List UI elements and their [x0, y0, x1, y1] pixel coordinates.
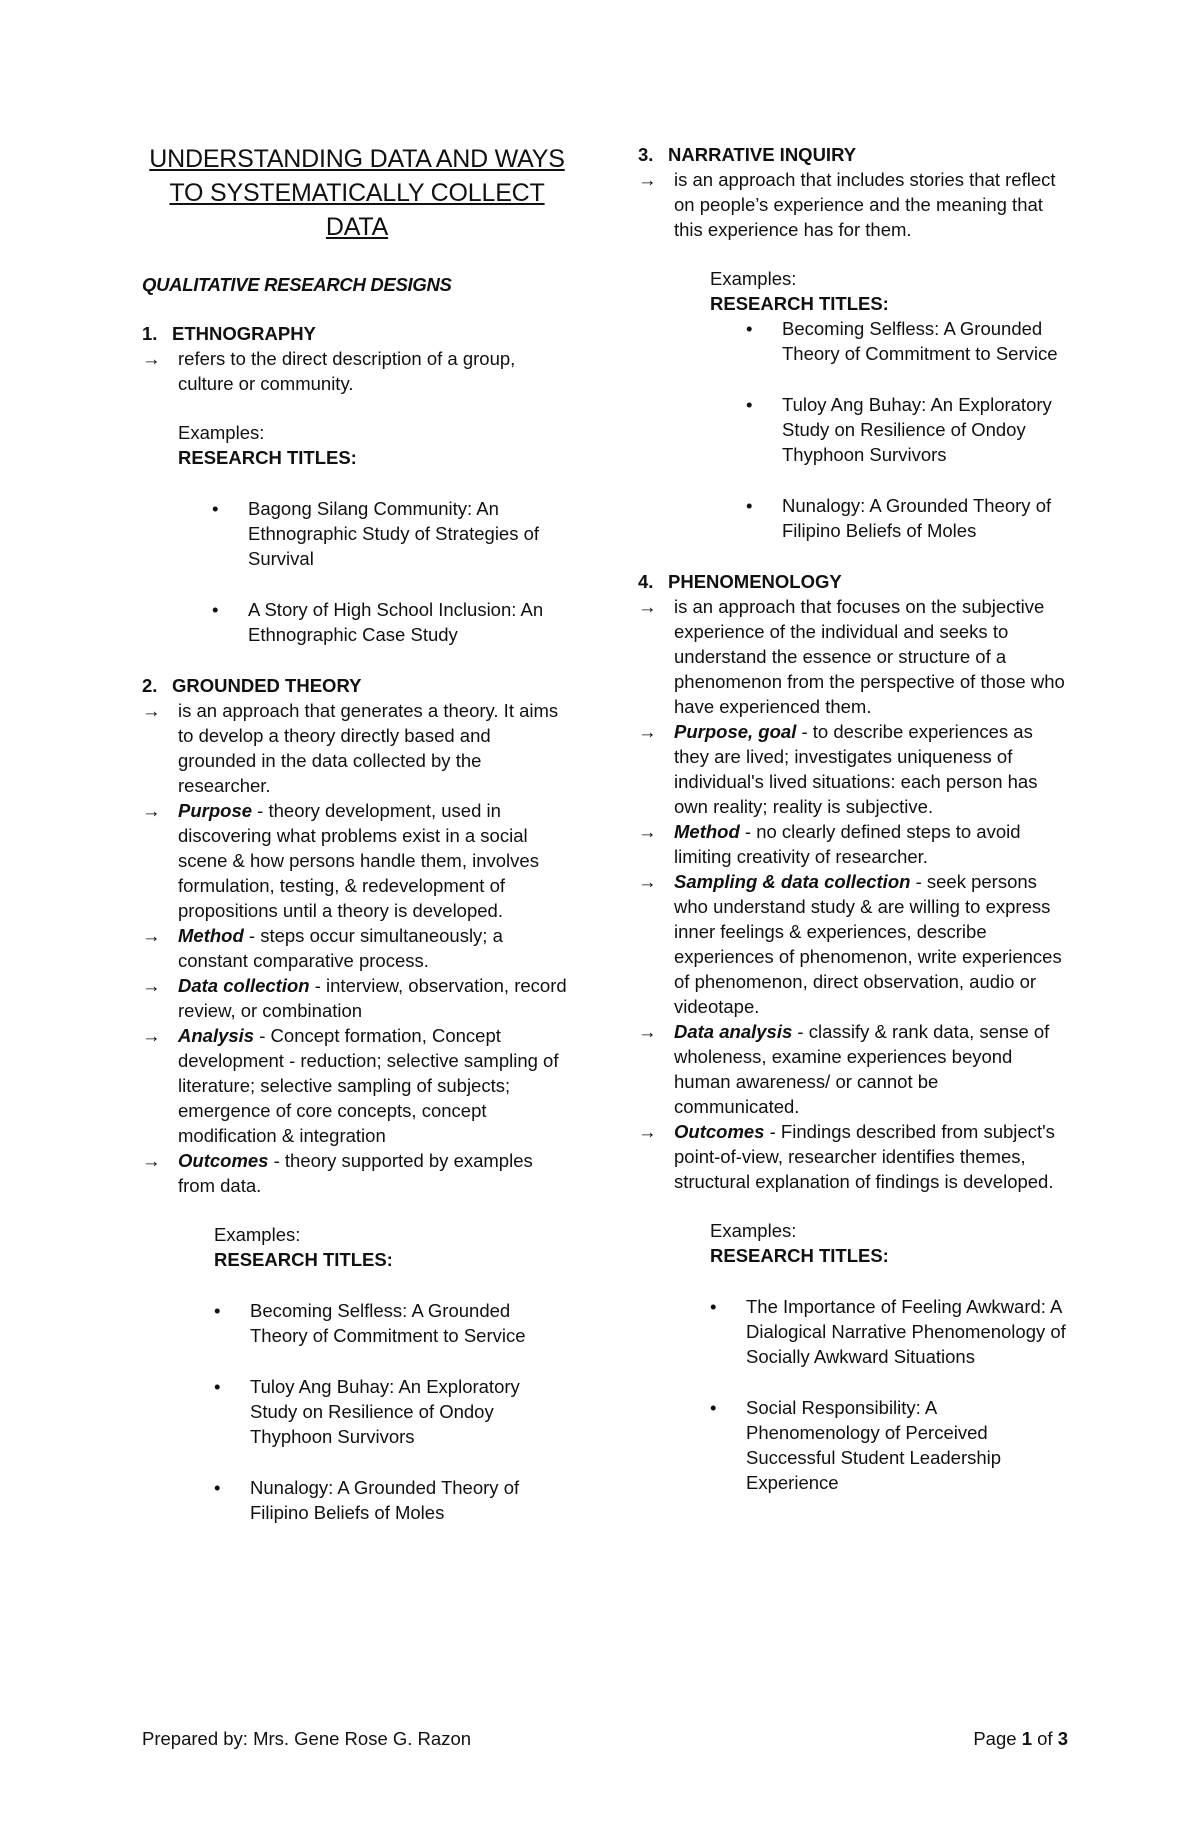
- list-item: [710, 1294, 1068, 1369]
- arrow-icon: →: [142, 348, 161, 369]
- section-heading: [638, 142, 1068, 167]
- arrow-icon: →: [638, 169, 657, 190]
- bullet-icon: •: [746, 394, 753, 415]
- arrow-icon: →: [638, 871, 657, 892]
- section-number: 1.: [142, 323, 158, 344]
- research-titles-label: RESEARCH TITLES:: [710, 293, 889, 314]
- examples-block: [142, 420, 572, 647]
- page-of: of: [1037, 1728, 1053, 1749]
- point-item: [142, 973, 572, 1023]
- point-text: - interview, observation, record review, or combination: [178, 975, 567, 1021]
- point-text: - classify & rank data, sense of wholeness, examine experiences beyond human awareness/ or cannot be communicated.: [674, 1021, 1050, 1117]
- list-item: [746, 316, 1068, 366]
- point-term: Data analysis: [674, 1021, 793, 1042]
- section-title: PHENOMENOLOGY: [668, 571, 842, 592]
- bullet-icon: •: [746, 495, 753, 516]
- page-footer: [142, 1726, 1068, 1751]
- point-term: Outcomes: [178, 1150, 269, 1171]
- page-total: 3: [1057, 1728, 1068, 1749]
- bullet-icon: •: [214, 1477, 221, 1498]
- section-phenomenology: [638, 569, 1068, 1495]
- section-title: GROUNDED THEORY: [172, 675, 362, 696]
- list-item: [214, 1374, 572, 1449]
- examples-block: [638, 1218, 1068, 1495]
- research-title: Nunalogy: A Grounded Theory of Filipino Beliefs of Moles: [782, 495, 1052, 541]
- definition-text: is an approach that generates a theory. It aims to develop a theory directly based and grounded in the data collected by the researcher.: [178, 700, 559, 796]
- bullet-icon: •: [214, 1376, 221, 1397]
- point-list: [142, 698, 572, 1198]
- point-term: Method: [178, 925, 244, 946]
- definition-item: [638, 167, 1068, 242]
- point-text: - no clearly defined steps to avoid limiting creativity of researcher.: [674, 821, 1021, 867]
- point-term: Sampling & data collection: [674, 871, 911, 892]
- title-line-2: TO SYSTEMATICALLY COLLECT DATA: [169, 179, 545, 241]
- page-word: Page: [973, 1728, 1017, 1749]
- research-title: The Importance of Feeling Awkward: A Dialogical Narrative Phenomenology of Socially Awkward Situations: [746, 1296, 1066, 1367]
- section-number: 4.: [638, 571, 654, 592]
- research-title: Bagong Silang Community: An Ethnographic Study of Strategies of Survival: [248, 498, 540, 569]
- arrow-icon: →: [142, 1025, 161, 1046]
- section-title: NARRATIVE INQUIRY: [668, 144, 857, 165]
- section-heading: [638, 569, 1068, 594]
- point-item: [638, 819, 1068, 869]
- bullet-icon: •: [710, 1397, 717, 1418]
- list-item: [214, 1475, 572, 1525]
- point-text: - to describe experiences as they are lived; investigates uniqueness of individual's lived situations: each person has own reality; reality is subjective.: [674, 721, 1038, 817]
- point-term: Outcomes: [674, 1121, 765, 1142]
- point-text: - seek persons who understand study & are willing to express inner feelings & experiences, describe experiences of phenomenon, write experiences of phenomenon, direct observation, audio or videotape.: [674, 871, 1062, 1017]
- definition-list: [142, 346, 572, 396]
- section-number: 3.: [638, 144, 654, 165]
- research-title: Tuloy Ang Buhay: An Exploratory Study on Resilience of Ondoy Thyphoon Survivors: [250, 1376, 520, 1447]
- point-item: [638, 869, 1068, 1019]
- section-heading: [142, 673, 572, 698]
- definition-item: [142, 346, 572, 396]
- research-title-list: [710, 1294, 1068, 1495]
- research-title: Becoming Selfless: A Grounded Theory of Commitment to Service: [782, 318, 1058, 364]
- point-item: [638, 719, 1068, 819]
- page-number: [973, 1726, 1068, 1751]
- list-item: [212, 496, 572, 571]
- list-item: [214, 1298, 572, 1348]
- bullet-icon: •: [746, 318, 753, 339]
- left-column: [142, 142, 572, 1551]
- point-term: Purpose: [178, 800, 253, 821]
- point-text: - theory development, used in discovering what problems exist in a social scene & how persons handle them, involves formulation, testing, & redevelopment of propositions until a theory is developed.: [178, 800, 539, 921]
- point-text: - Findings described from subject's point-of-view, researcher identifies themes, structural explanation of findings is developed.: [674, 1121, 1055, 1192]
- arrow-icon: →: [142, 975, 161, 996]
- list-item: [212, 597, 572, 647]
- list-item: [746, 493, 1068, 543]
- bullet-icon: •: [212, 498, 219, 519]
- point-item: [142, 1023, 572, 1148]
- arrow-icon: →: [638, 821, 657, 842]
- point-item: [142, 798, 572, 923]
- point-item: [638, 1119, 1068, 1194]
- definition-text: refers to the direct description of a group, culture or community.: [178, 348, 516, 394]
- definition-text: is an approach that includes stories that reflect on people’s experience and the meaning that this experience has for them.: [674, 169, 1056, 240]
- title-line-1: UNDERSTANDING DATA AND WAYS: [149, 145, 565, 173]
- examples-block: [142, 1222, 572, 1525]
- section-number: 2.: [142, 675, 158, 696]
- research-title: Nunalogy: A Grounded Theory of Filipino Beliefs of Moles: [250, 1477, 520, 1523]
- point-item: [638, 1019, 1068, 1119]
- examples-label: Examples:: [710, 1220, 797, 1241]
- research-titles-label: RESEARCH TITLES:: [214, 1249, 393, 1270]
- subheading: QUALITATIVE RESEARCH DESIGNS: [142, 274, 452, 295]
- section-title: ETHNOGRAPHY: [172, 323, 316, 344]
- arrow-icon: →: [638, 1021, 657, 1042]
- research-title: Tuloy Ang Buhay: An Exploratory Study on Resilience of Ondoy Thyphoon Survivors: [782, 394, 1052, 465]
- arrow-icon: →: [142, 800, 161, 821]
- arrow-icon: →: [142, 925, 161, 946]
- point-item: [142, 1148, 572, 1198]
- point-text: - theory supported by examples from data.: [178, 1150, 533, 1196]
- arrow-icon: →: [638, 721, 657, 742]
- list-item: [710, 1395, 1068, 1495]
- examples-label: Examples:: [214, 1224, 301, 1245]
- arrow-icon: →: [142, 1150, 161, 1171]
- research-titles-label: RESEARCH TITLES:: [710, 1245, 889, 1266]
- definition-item: [638, 594, 1068, 719]
- definition-text: is an approach that focuses on the subjective experience of the individual and seeks to understand the essence or structure of a phenomenon from the perspective of those who have experienced them.: [674, 596, 1065, 717]
- research-titles-label: RESEARCH TITLES:: [178, 447, 357, 468]
- point-term: Method: [674, 821, 740, 842]
- section-heading: [142, 321, 572, 346]
- research-title: Becoming Selfless: A Grounded Theory of Commitment to Service: [250, 1300, 526, 1346]
- examples-block: [638, 266, 1068, 543]
- research-title: Social Responsibility: A Phenomenology of Perceived Successful Student Leadership Experience: [746, 1397, 1002, 1493]
- definition-list: [638, 167, 1068, 242]
- arrow-icon: →: [638, 1121, 657, 1142]
- bullet-icon: •: [214, 1300, 221, 1321]
- bullet-icon: •: [710, 1296, 717, 1317]
- examples-label: Examples:: [178, 422, 265, 443]
- point-list: [638, 594, 1068, 1194]
- definition-item: [142, 698, 572, 798]
- arrow-icon: →: [142, 700, 161, 721]
- arrow-icon: →: [638, 596, 657, 617]
- list-item: [746, 392, 1068, 467]
- research-title-list: [214, 1298, 572, 1525]
- point-item: [142, 923, 572, 973]
- right-column: [638, 142, 1068, 1521]
- prepared-by: Prepared by: Mrs. Gene Rose G. Razon: [142, 1728, 472, 1749]
- bullet-icon: •: [212, 599, 219, 620]
- document-title: [142, 142, 572, 244]
- section-grounded-theory: [142, 673, 572, 1525]
- point-text: - Concept formation, Concept development - reduction; selective sampling of literature; selective sampling of subjects; emergence of core concepts, concept modification & integration: [178, 1025, 559, 1146]
- point-term: Analysis: [178, 1025, 255, 1046]
- section-narrative-inquiry: [638, 142, 1068, 543]
- point-term: Data collection: [178, 975, 310, 996]
- research-title-list: [710, 316, 1068, 543]
- page-current: 1: [1021, 1728, 1032, 1749]
- section-ethnography: [142, 321, 572, 647]
- research-title: A Story of High School Inclusion: An Ethnographic Case Study: [248, 599, 544, 645]
- point-text: - steps occur simultaneously; a constant comparative process.: [178, 925, 503, 971]
- point-term: Purpose, goal: [674, 721, 797, 742]
- research-title-list: [178, 496, 572, 647]
- examples-label: Examples:: [710, 268, 797, 289]
